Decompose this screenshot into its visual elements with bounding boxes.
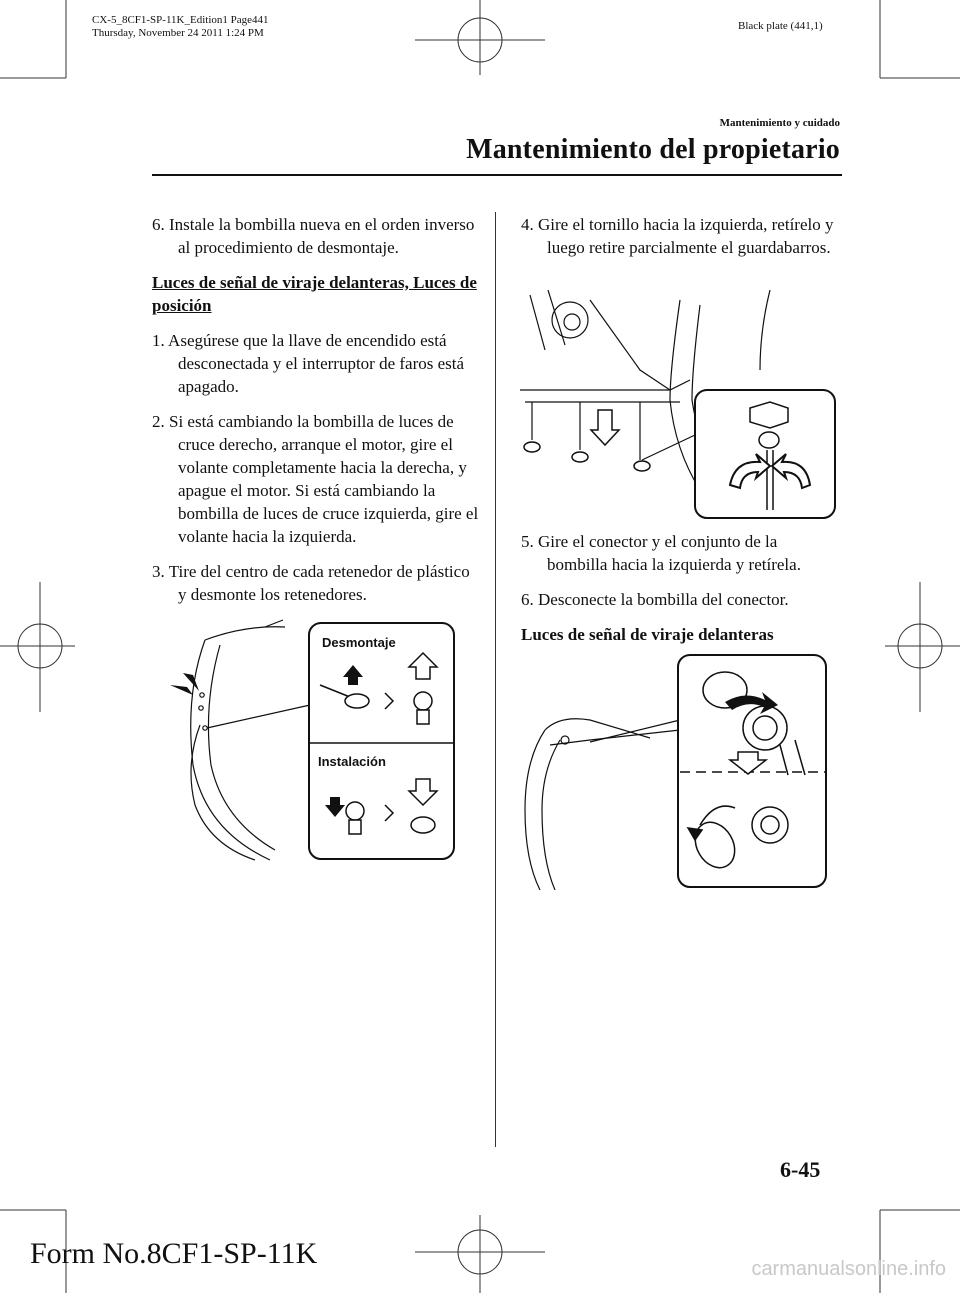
left-column bbox=[152, 213, 480, 618]
retainer-diagram bbox=[165, 615, 460, 865]
right-column bbox=[521, 213, 841, 271]
step-3: 3. Tire del centro de cada retenedor de plástico y desmonte los retenedores. bbox=[152, 562, 470, 604]
step-6-disconnect: 6. Desconecte la bombilla del conector. bbox=[521, 590, 789, 609]
step-5: 5. Gire el conector y el conjunto de la bombilla hacia la izquierda y retírela. bbox=[521, 532, 801, 574]
print-meta bbox=[92, 14, 269, 40]
page-title: Mantenimiento del propietario bbox=[466, 134, 840, 165]
step-4: 4. Gire el tornillo hacia la izquierda, retírelo y luego retire parcialmente el guardabarros. bbox=[521, 215, 834, 257]
step-1: 1. Asegúrese que la llave de encendido está desconectada y el interruptor de faros está apagado. bbox=[152, 331, 465, 396]
print-meta-line1: CX-5_8CF1-SP-11K_Edition1 Page441 bbox=[92, 14, 269, 26]
plate-label: Black plate (441,1) bbox=[738, 20, 823, 32]
form-number: Form No.8CF1-SP-11K bbox=[30, 1237, 318, 1270]
section-heading-turn-position: Luces de señal de viraje delanteras, Luces de posición bbox=[152, 273, 477, 315]
print-meta-line2: Thursday, November 24 2011 1:24 PM bbox=[92, 27, 264, 39]
fender-screw-diagram bbox=[520, 290, 840, 520]
watermark: carmanualsonline.info bbox=[751, 1258, 946, 1280]
label-removal: Desmontaje bbox=[322, 635, 396, 650]
step-2: 2. Si está cambiando la bombilla de luces de cruce derecho, arranque el motor, gire el volante completamente hacia la derecha, y apague el motor. Si está cambiando la bombilla de luces de cruce izquierda, gire el volante hacia la izquierda. bbox=[152, 412, 479, 546]
right-column-lower bbox=[521, 530, 841, 656]
section-subtitle: Mantenimiento y cuidado bbox=[719, 117, 840, 129]
section-heading-front-turn: Luces de señal de viraje delanteras bbox=[521, 625, 774, 644]
step-6-install: 6. Instale la bombilla nueva en el orden inverso al procedimiento de desmontaje. bbox=[152, 215, 475, 257]
label-install: Instalación bbox=[318, 754, 386, 769]
bulb-connector-diagram bbox=[520, 650, 830, 890]
page-number: 6-45 bbox=[780, 1157, 821, 1182]
column-divider bbox=[495, 212, 496, 1147]
header-rule bbox=[152, 174, 842, 176]
